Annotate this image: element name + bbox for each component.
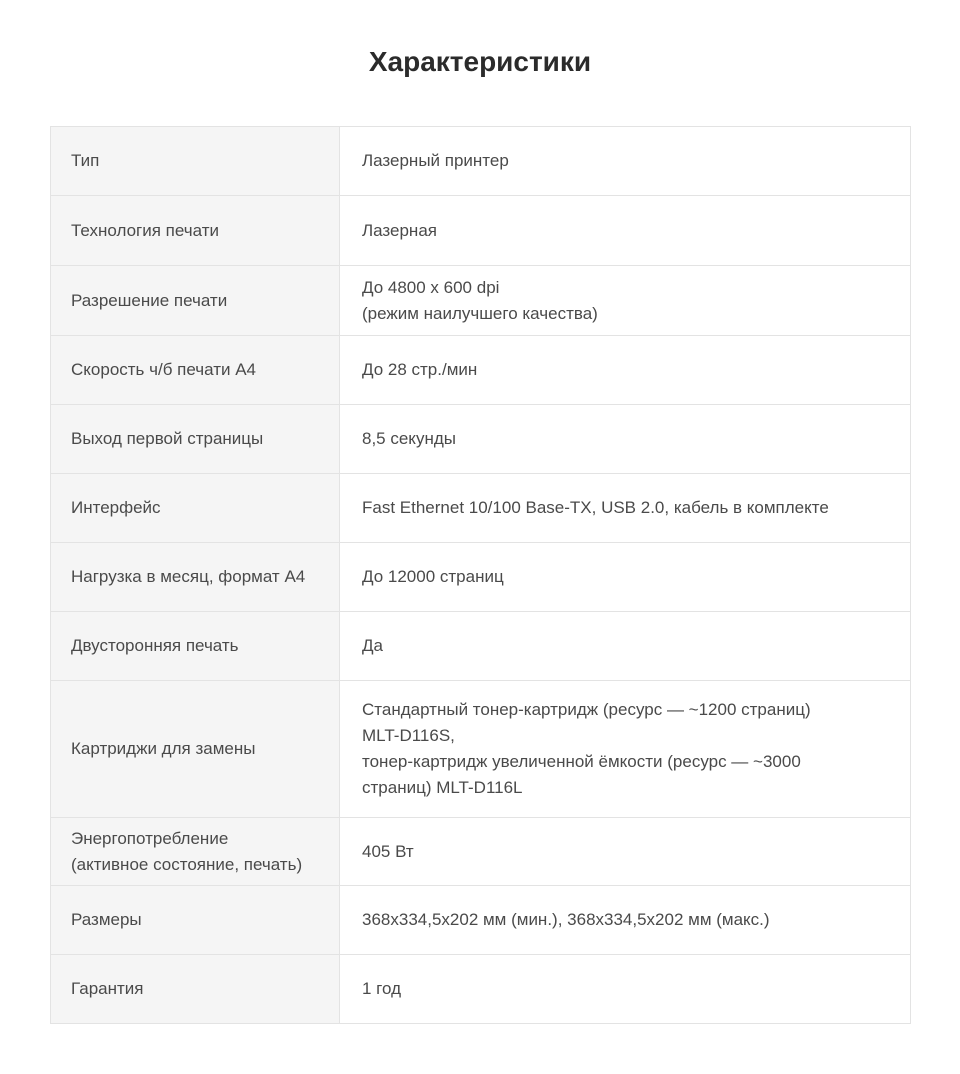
spec-row (51, 886, 911, 955)
spec-label-cell (51, 543, 340, 612)
spec-value: До 28 стр./мин (362, 360, 478, 379)
spec-label: Тип (71, 151, 100, 170)
spec-value-cell (340, 612, 911, 681)
specs-table-body (51, 127, 911, 1024)
spec-label: Размеры (71, 910, 142, 929)
spec-label: (активное состояние, печать) (71, 854, 303, 874)
spec-value: MLT-D116S, (362, 726, 455, 745)
spec-value-cell (340, 405, 911, 474)
spec-row (51, 612, 911, 681)
spec-value-cell (340, 266, 911, 336)
spec-row (51, 266, 911, 336)
spec-value-cell (340, 818, 911, 886)
spec-value: Стандартный тонер-картридж (ресурс — ~1200 страниц) (362, 700, 811, 719)
spec-value-cell (340, 336, 911, 405)
spec-value-cell (340, 886, 911, 955)
spec-label-cell (51, 955, 340, 1024)
spec-row (51, 818, 911, 886)
spec-row (51, 405, 911, 474)
spec-row (51, 196, 911, 266)
spec-value: (режим наилучшего качества) (362, 303, 598, 323)
spec-value-cell (340, 543, 911, 612)
spec-label-cell (51, 474, 340, 543)
spec-value-cell (340, 955, 911, 1024)
spec-value-cell (340, 681, 911, 818)
spec-label: Энергопотребление (71, 828, 229, 848)
spec-label: Интерфейс (71, 498, 161, 517)
spec-label: Гарантия (71, 979, 144, 998)
spec-row (51, 127, 911, 196)
spec-label-cell (51, 612, 340, 681)
spec-value: страниц) MLT-D116L (362, 778, 523, 797)
spec-row (51, 681, 911, 818)
spec-row (51, 955, 911, 1024)
spec-label-cell (51, 681, 340, 818)
spec-value-cell (340, 196, 911, 266)
spec-value: Лазерная (362, 220, 437, 240)
spec-label: Картриджи для замены (71, 739, 256, 758)
specs-table (50, 126, 911, 1024)
spec-value-cell (340, 127, 911, 196)
spec-label-cell (51, 196, 340, 266)
spec-label: Выход первой страницы (71, 429, 264, 448)
spec-value: Fast Ethernet 10/100 Base-TX, USB 2.0, кабель в комплекте (362, 498, 829, 517)
spec-value: 405 Вт (362, 841, 414, 861)
spec-value: 1 год (362, 979, 402, 998)
spec-label-cell (51, 266, 340, 336)
spec-row (51, 474, 911, 543)
spec-value: Да (362, 636, 383, 655)
spec-label-cell (51, 127, 340, 196)
spec-value: 8,5 секунды (362, 429, 456, 448)
page-title: Характеристики (368, 46, 592, 77)
spec-label-cell (51, 818, 340, 886)
spec-value: До 12000 страниц (362, 567, 504, 586)
spec-value-cell (340, 474, 911, 543)
spec-value: Лазерный принтер (362, 151, 509, 170)
spec-label: Разрешение печати (71, 290, 228, 310)
spec-label: Двусторонняя печать (71, 636, 239, 655)
spec-value: 368x334,5x202 мм (мин.), 368x334,5x202 мм (макс.) (362, 910, 770, 929)
spec-row (51, 543, 911, 612)
spec-label-cell (51, 336, 340, 405)
spec-label-cell (51, 886, 340, 955)
spec-label: Технология печати (71, 220, 219, 240)
spec-row (51, 336, 911, 405)
spec-label: Скорость ч/б печати А4 (71, 360, 257, 379)
spec-label-cell (51, 405, 340, 474)
spec-value: тонер-картридж увеличенной ёмкости (ресурс — ~3000 (362, 752, 801, 771)
spec-label: Нагрузка в месяц, формат А4 (71, 567, 306, 586)
spec-value: До 4800 x 600 dpi (362, 277, 500, 297)
